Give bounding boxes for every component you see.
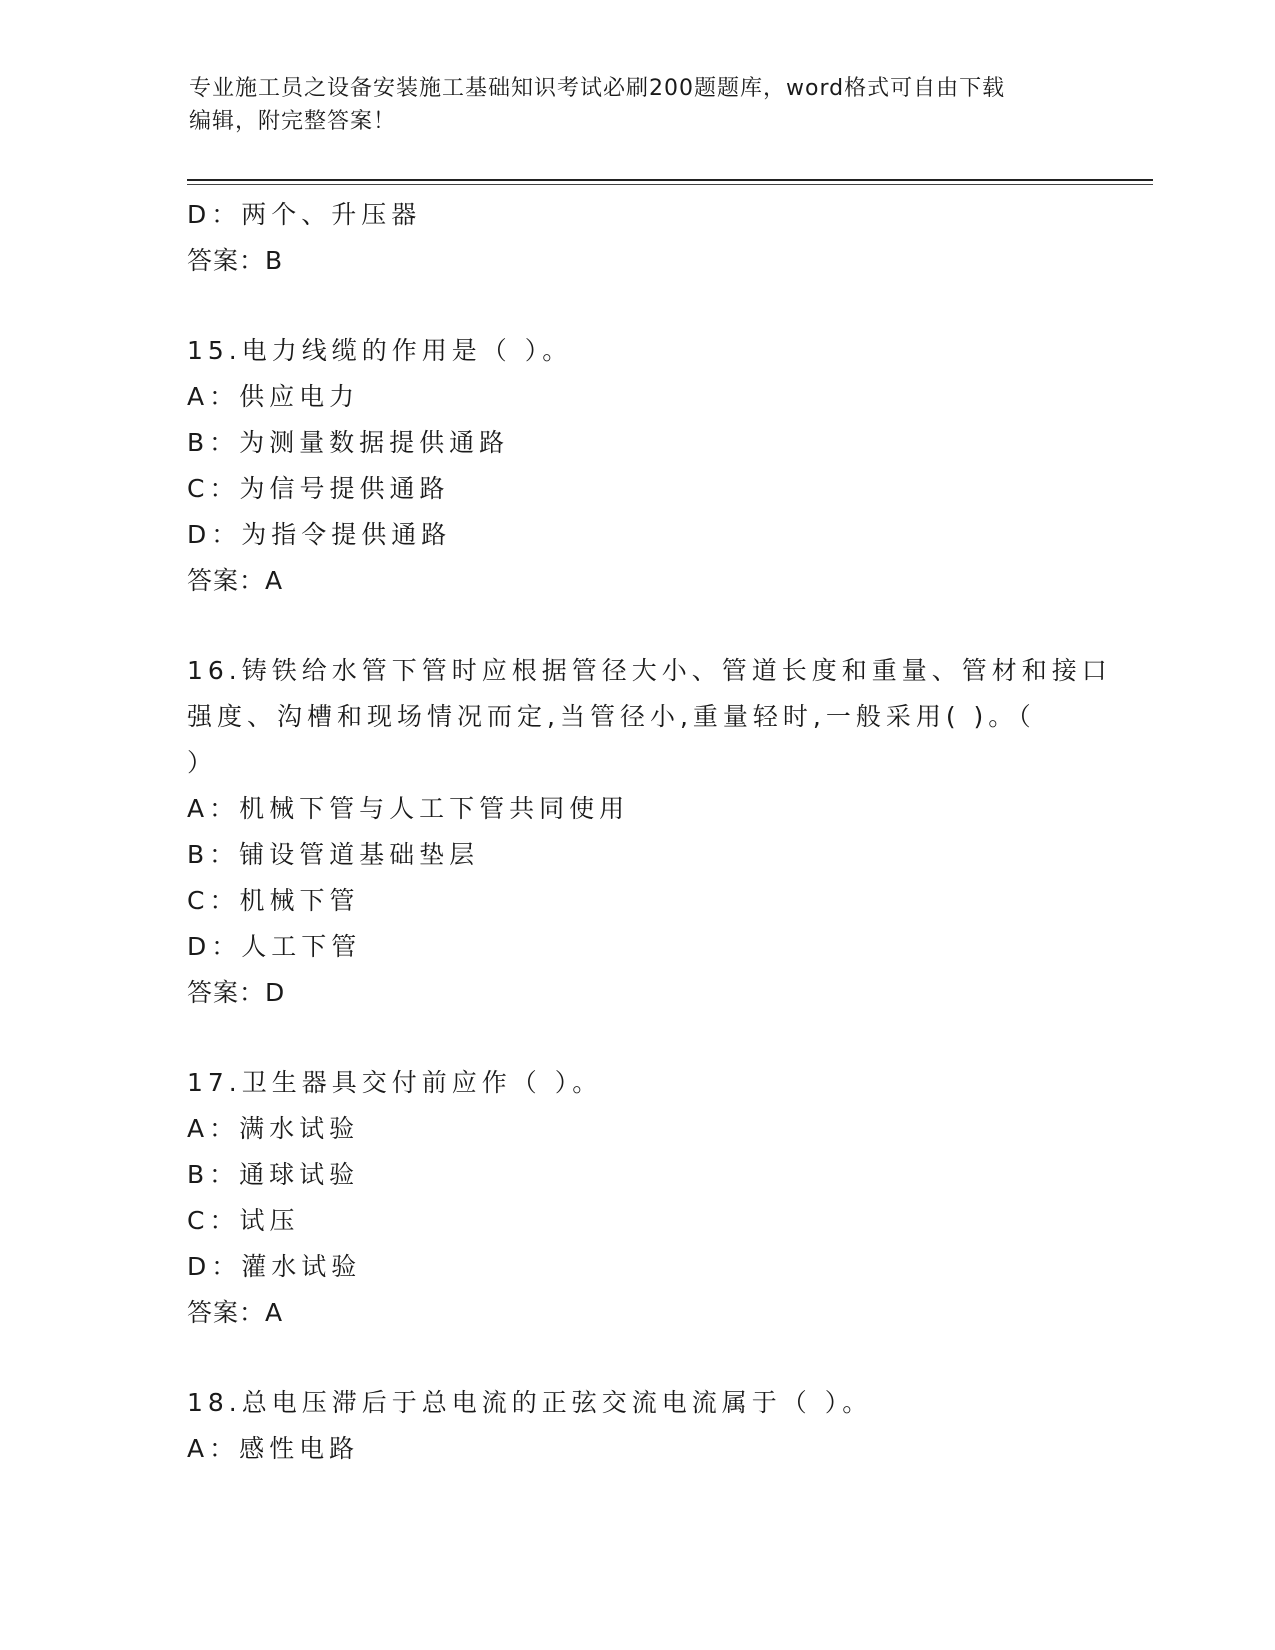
option-a: A：供应电力 xyxy=(187,382,360,411)
option-c: C：为信号提供通路 xyxy=(187,474,450,503)
question-spacer xyxy=(187,284,1087,328)
option-d: D：灌水试验 xyxy=(187,1252,362,1281)
question-stem: 17.卫生器具交付前应作（ ）。 xyxy=(187,1068,603,1097)
question-list xyxy=(187,192,1112,1472)
option-a: A：机械下管与人工下管共同使用 xyxy=(187,794,630,823)
answer-line: 答案：D xyxy=(187,978,286,1007)
question-stem-line-3: ） xyxy=(187,748,218,777)
option-b: B：铺设管道基础垫层 xyxy=(187,840,480,869)
option-a: A：感性电路 xyxy=(187,1434,360,1463)
option-d: D：为指令提供通路 xyxy=(187,520,452,549)
question-18 xyxy=(187,1380,1087,1472)
option-b: B：为测量数据提供通路 xyxy=(187,428,510,457)
answer-line: 答案：A xyxy=(187,1298,284,1327)
question-spacer xyxy=(187,1336,1087,1380)
option-b: B：通球试验 xyxy=(187,1160,360,1189)
document-header xyxy=(189,72,1089,138)
option-c: C：机械下管 xyxy=(187,886,360,915)
question-14-tail xyxy=(187,192,1087,284)
question-stem: 15.电力线缆的作用是（ ）。 xyxy=(187,336,573,365)
question-stem: 18.总电压滞后于总电流的正弦交流电流属于（ ）。 xyxy=(187,1388,873,1417)
answer-line: 答案：A xyxy=(187,566,284,595)
answer-line: 答案：B xyxy=(187,246,284,275)
option-d: D：人工下管 xyxy=(187,932,362,961)
option-d: D：两个、升压器 xyxy=(187,200,422,229)
question-spacer xyxy=(187,604,1087,648)
question-stem-line-2: 强度、沟槽和现场情况而定,当管径小,重量轻时,一般采用( )。（ xyxy=(187,702,1036,731)
header-line-1: 专业施工员之设备安装施工基础知识考试必刷200题题库，word格式可自由下载 xyxy=(189,76,1006,101)
question-15 xyxy=(187,328,1087,604)
header-rule-thin xyxy=(187,184,1153,185)
question-17 xyxy=(187,1060,1087,1336)
option-c: C：试压 xyxy=(187,1206,300,1235)
question-16 xyxy=(187,648,1112,1016)
header-line-2: 编辑，附完整答案！ xyxy=(189,109,397,134)
option-a: A：满水试验 xyxy=(187,1114,360,1143)
header-rule-thick xyxy=(187,179,1153,181)
question-stem-line-1: 16.铸铁给水管下管时应根据管径大小、管道长度和重量、管材和接口 xyxy=(187,656,1112,685)
question-spacer xyxy=(187,1016,1087,1060)
